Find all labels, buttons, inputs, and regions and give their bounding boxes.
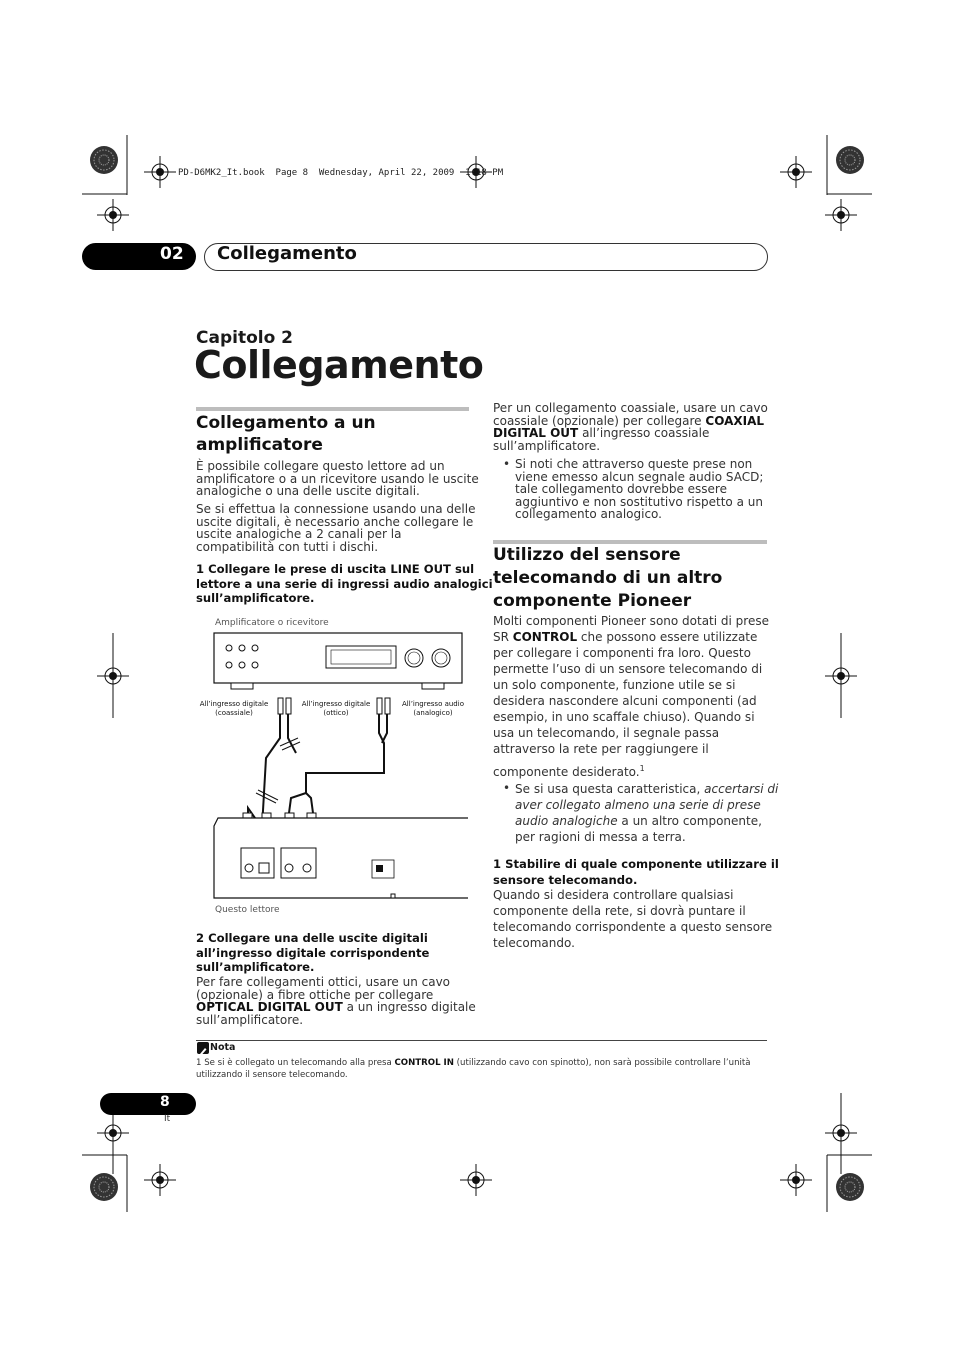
footnote-ref: 1 <box>639 764 645 773</box>
section-heading: Utilizzo del sensore telecomando di un altro componente Pioneer <box>493 545 723 611</box>
note-text: 1 Se si è collegato un telecomando alla presa CONTROL IN (utilizzando cavo con spinotto), non sarà possibile controllare l’unità utilizzando il sensore telecomando. <box>196 1058 751 1080</box>
label-analog-input: All’ingresso audio (analogico) <box>402 700 464 717</box>
diagram-caption-top: Amplificatore o ricevitore <box>215 618 329 628</box>
step-instruction: 2 Collegare una delle uscite digitali all’ingresso digitale corrispondente sull’amplificatore. <box>196 931 430 974</box>
paragraph: Per fare collegamenti ottici, usare un cavo (opzionale) a fibre ottiche per collegare OPTICAL DIGITAL OUT a un ingresso digitale sull’amplificatore. <box>196 975 476 1027</box>
label-optical-input: All’ingresso digitale (ottico) <box>301 700 371 717</box>
page-number-pill <box>100 1093 196 1115</box>
page-number: 8 <box>160 1094 170 1110</box>
print-file-info: PD-D6MK2_It.book Page 8 Wednesday, April 22, 2009 1:18 PM <box>178 168 504 178</box>
note-pencil-icon <box>197 1042 209 1054</box>
chapter-number: 02 <box>160 244 184 264</box>
step-instruction: 1 Stabilire di quale componente utilizzare il sensore telecomando. <box>493 857 779 887</box>
section-heading: Collegamento a un amplificatore <box>196 413 376 455</box>
connection-diagram <box>196 628 468 908</box>
chapter-tab-title: Collegamento <box>217 243 357 264</box>
chapter-label: Capitolo 2 <box>196 328 294 348</box>
diagram-caption-bottom: Questo lettore <box>215 905 280 915</box>
paragraph: Quando si desidera controllare qualsiasi componente della rete, si dovrà puntare il telecomando corrispondente a questo sensore telecomando. <box>493 888 773 950</box>
paragraph: Per un collegamento coassiale, usare un cavo coassiale (opzionale) per collegare COAXIAL DIGITAL OUT all’ingresso coassiale sull’amplificatore. <box>493 401 768 453</box>
page-title: Collegamento <box>194 343 484 387</box>
player-outline <box>214 818 468 898</box>
paragraph: Se si effettua la connessione usando una delle uscite digitali, è necessario anche collegare le uscite analogiche a 2 canali per la compatibilità con tutti i dischi. <box>196 502 476 554</box>
bullet-mark: • <box>503 457 511 471</box>
bullet-text: Si noti che attraverso queste prese non viene emesso alcun segnale audio SACD; tale collegamento dovrebbe essere aggiuntivo e non sostitutivo rispetto a un collegamento analogico. <box>515 457 764 522</box>
paragraph: È possibile collegare questo lettore ad un amplificatore o a un ricevitore usando le uscite analogiche o una delle uscite digitali. <box>196 459 479 499</box>
bullet-text: Se si usa questa caratteristica, accertarsi di aver collegato almeno una serie di prese audio analogiche a un altro componente, per ragioni di messa a terra. <box>515 782 779 844</box>
note-title: Nota <box>210 1042 236 1053</box>
step-instruction: 1 Collegare le prese di uscita LINE OUT sul lettore a una serie di ingressi audio analogici sull’amplificatore. <box>196 562 493 605</box>
language-code: It <box>164 1114 171 1124</box>
amplifier-outline <box>214 633 462 683</box>
label-coaxial-input: All’ingresso digitale (coassiale) <box>199 700 269 717</box>
bullet-mark: • <box>503 781 511 795</box>
section-rule <box>196 407 469 411</box>
note-divider <box>196 1040 767 1041</box>
paragraph: Molti componenti Pioneer sono dotati di prese SR CONTROL che possono essere utilizzate per collegare i componenti fra loro. Questo permette l’uso di un sensore telecomando di un solo componente, funzione utile se si desidera nascondere alcuni componenti (ad esempio, in uno scaffale chiuso). Quando si usa un telecomando, il segnale passa attraverso la rete per raggiungere il componente desiderato.$^1$ <box>493 614 769 779</box>
